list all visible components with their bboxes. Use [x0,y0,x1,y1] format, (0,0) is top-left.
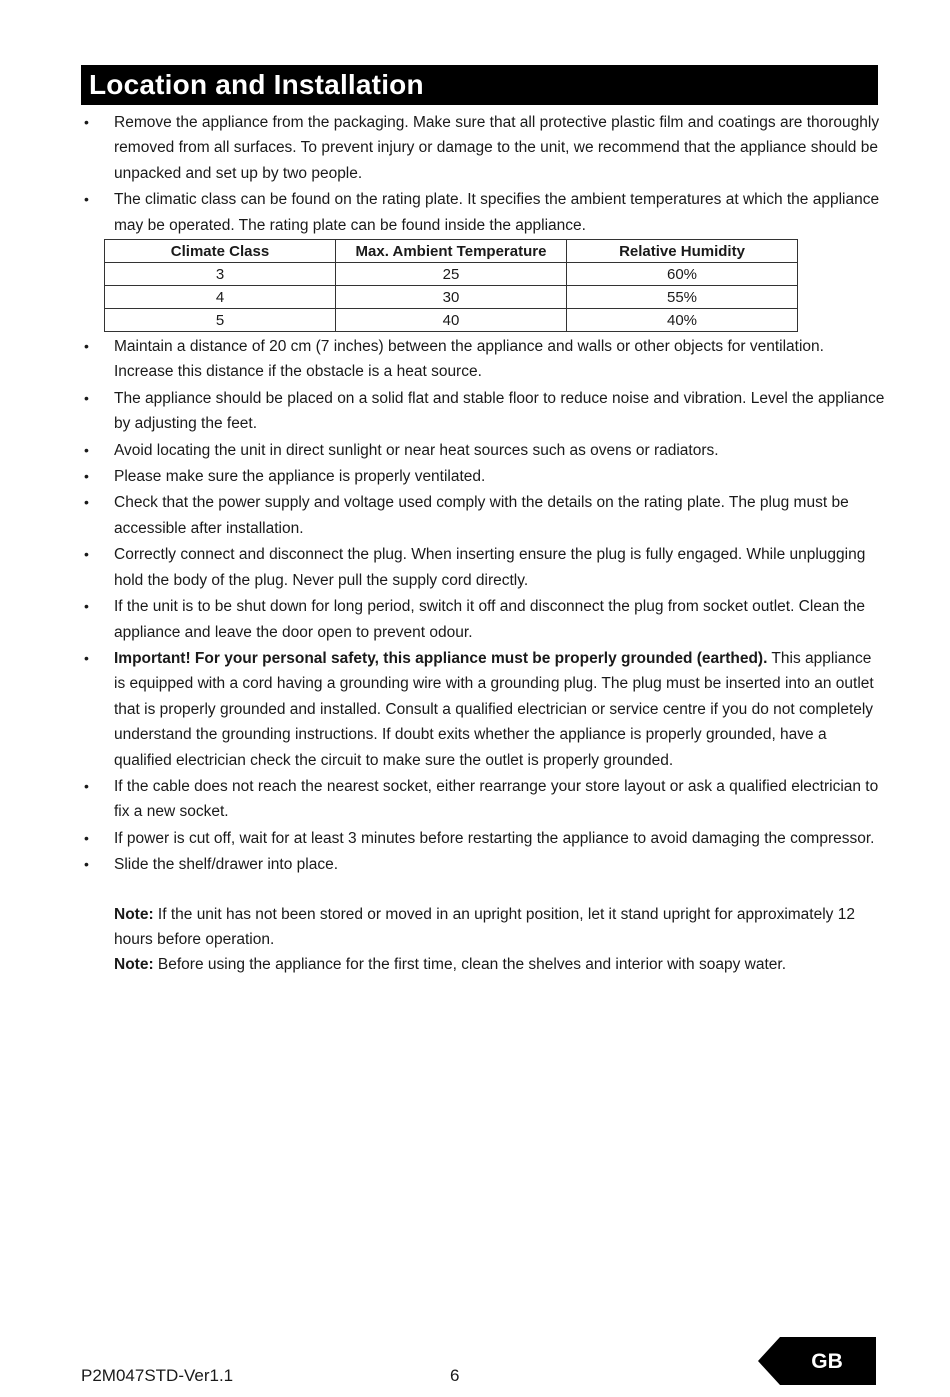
bullet-icon: • [84,777,89,794]
bullet-icon: • [84,389,89,406]
list-item: • The appliance should be placed on a solid flat and stable floor to reduce noise and vibration. Level the appliance by adjusting the feet. [81,386,886,437]
bullet-icon: • [84,494,89,511]
bullet-list-top [81,110,886,238]
list-item: • The climatic class can be found on the rating plate. It specifies the ambient temperatures at which the appliance may be operated. The rating plate can be found inside the appliance. [81,187,886,238]
bullet-icon: • [84,856,89,873]
climate-class-table [104,239,798,332]
note-label: Note: [114,956,154,974]
table-cell: 5 [105,309,336,332]
document-code: P2M047STD-Ver1.1 [81,1366,234,1385]
list-item: • Avoid locating the unit in direct sunlight or near heat sources such as ovens or radiators. [81,438,886,463]
page-number: 6 [450,1366,460,1385]
bullet-icon: • [84,468,89,485]
page-title: Location and Installation [81,65,878,105]
list-item: • Please make sure the appliance is properly ventilated. [81,464,886,489]
main-content [81,110,886,978]
list-item: • If power is cut off, wait for at least 3 minutes before restarting the appliance to avoid damaging the compressor. [81,826,886,851]
language-tab-label: GB [811,1350,843,1373]
table-cell: 3 [105,263,336,286]
note-label: Note: [114,905,154,923]
bullet-icon: • [84,598,89,615]
table-cell: 25 [336,263,567,286]
bullet-icon: • [84,649,89,666]
table-header-cell: Climate Class [105,240,336,263]
important-warning: Important! For your personal safety, this appliance must be properly grounded (earthed). [114,649,768,667]
table-header-cell: Max. Ambient Temperature [336,240,567,263]
table-cell: 40% [567,309,798,332]
bullet-icon: • [84,441,89,458]
list-item: • Slide the shelf/drawer into place. [81,852,886,877]
notes-section [81,902,886,978]
table-cell: 60% [567,263,798,286]
bullet-icon: • [84,546,89,563]
note-cleaning: Note: Before using the appliance for the first time, clean the shelves and interior with soapy water. [114,956,787,974]
list-item: • Remove the appliance from the packaging. Make sure that all protective plastic film and coatings are thoroughly removed from all surfaces. To prevent injury or damage to the unit, we recommend that the appliance should be unpacked and set up by two people. [81,110,886,186]
bullet-icon: • [84,829,89,846]
table-header-cell: Relative Humidity [567,240,798,263]
table-cell: 30 [336,286,567,309]
bullet-list-bottom [81,334,886,878]
table-row [105,263,798,286]
list-item: • Correctly connect and disconnect the plug. When inserting ensure the plug is fully engaged. While unplugging hold the body of the plug. Never pull the supply cord directly. [81,542,886,593]
note-upright: Note: If the unit has not been stored or moved in an upright position, let it stand upright for approximately 12 hours before operation. [114,905,855,948]
bullet-icon: • [84,338,89,355]
list-item: • Maintain a distance of 20 cm (7 inches) between the appliance and walls or other objects for ventilation. Increase this distance if the obstacle is a heat source. [81,334,886,385]
list-item: • If the cable does not reach the nearest socket, either rearrange your store layout or ask a qualified electrician to fix a new socket. [81,774,886,825]
bullet-icon: • [84,191,89,208]
table-cell: 55% [567,286,798,309]
list-item: • If the unit is to be shut down for long period, switch it off and disconnect the plug from socket outlet. Clean the appliance and leave the door open to prevent odour. [81,594,886,645]
table-row [105,286,798,309]
table-cell: 4 [105,286,336,309]
table-header-row [105,240,798,263]
list-item: • Check that the power supply and voltage used comply with the details on the rating plate. The plug must be accessible after installation. [81,490,886,541]
bullet-icon: • [84,114,89,130]
table-cell: 40 [336,309,567,332]
table-row [105,309,798,332]
list-item-important: • Important! For your personal safety, this appliance must be properly grounded (earthed). This appliance is equipped with a cord having a grounding wire with a grounding plug. The plug must be inserted into an outlet that is properly grounded and installed. Consult a qualified electrician or service centre if you do not completely understand the grounding instructions. If doubt exits whether the appliance is properly grounded, have a qualified electrician check the circuit to make sure the outlet is properly grounded. [81,646,886,773]
